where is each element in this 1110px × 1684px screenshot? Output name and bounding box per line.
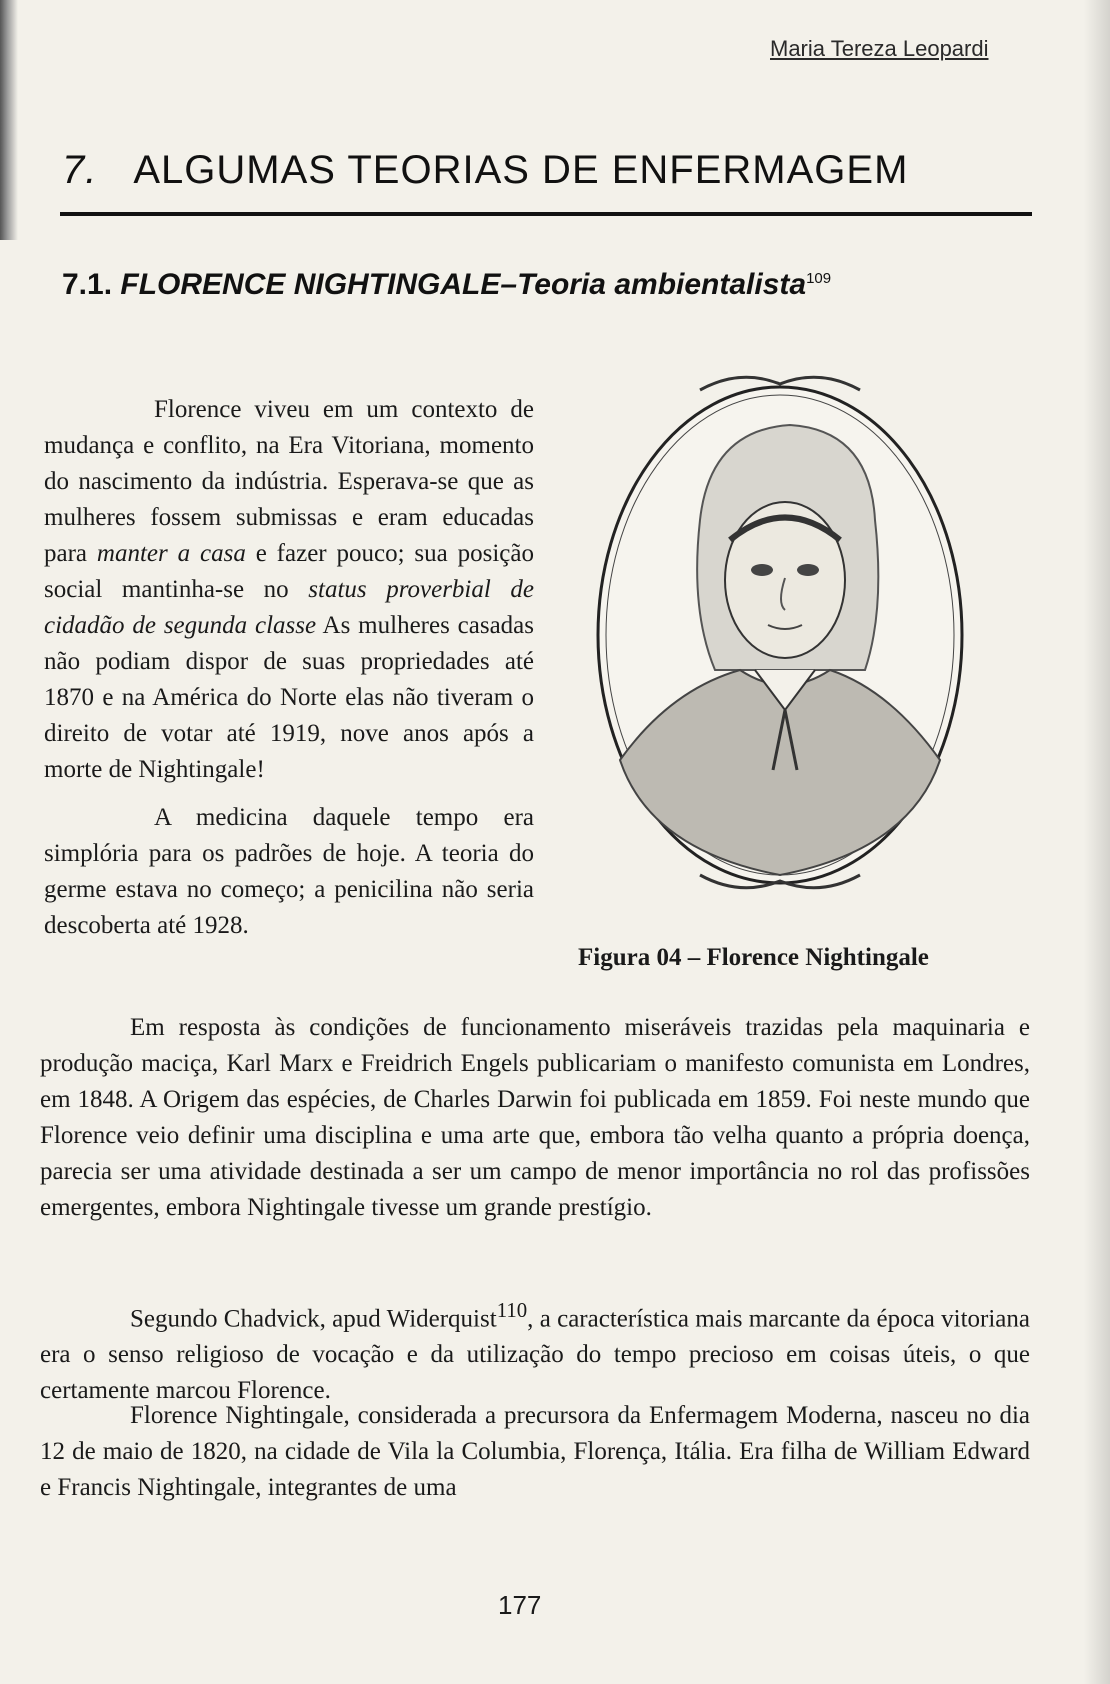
page-number: 177 [498, 1590, 542, 1620]
running-header-author: Maria Tereza Leopardi [770, 36, 989, 61]
text-run: e fazer pouco; sua posição social mantinha-se no [44, 540, 534, 603]
footnote-ref: 110 [496, 1298, 528, 1322]
florence-nightingale-portrait [590, 370, 970, 900]
figure-caption: Figura 04 – Florence Nightingale [578, 944, 929, 971]
body-block-2 [40, 1292, 1030, 1409]
body-block-3 [40, 1398, 1030, 1506]
section-number: 7.1. [62, 268, 113, 301]
section-dash: – [500, 268, 518, 301]
footnote-ref: 109 [806, 270, 832, 287]
scan-edge-shadow [0, 0, 18, 240]
section-subtitle: Teoria ambientalista [517, 268, 807, 301]
section-heading [62, 268, 831, 302]
chapter-number: 7. [62, 148, 98, 192]
chapter-heading [62, 148, 908, 193]
section-name: FLORENCE NIGHTINGALE [120, 268, 501, 301]
paragraph: Em resposta às condições de funcionamento miseráveis trazidas pela maquinaria e produção maciça, Karl Marx e Freidrich Engels publicariam o manifesto comunista em Londres, em 1848. A Origem das espécies, de Charles Darwin foi publicada em 1859. Foi neste mundo que Florence veio definir uma disciplina e uma arte que, embora tão velha quanto a própria doença, parecia ser uma atividade destinada a ser um campo de menor importância no rol das profissões emergentes, embora Nightingale tivesse um grande prestígio. [40, 1014, 1030, 1221]
emphasis: manter a casa [96, 540, 246, 567]
text-run: As mulheres casadas não podiam dispor de suas propriedades até 1870 e na América do Norte elas não tiveram o direito de votar até 1919, nove anos após a morte de Nightingale! [44, 612, 535, 783]
paragraph [40, 1292, 1030, 1409]
chapter-underline [60, 212, 1032, 216]
paragraph: Florence Nightingale, considerada a precursora da Enfermagem Moderna, nasceu no dia 12 de maio de 1820, na cidade de Vila la Columbia, Florença, Itália. Era filha de William Edward e Francis Nightingale, integrantes de uma [40, 1402, 1030, 1501]
left-text-column [44, 392, 534, 944]
emphasis: status proverbial de cidadão de segunda classe [44, 576, 535, 639]
chapter-title: ALGUMAS TEORIAS DE ENFERMAGEM [133, 148, 909, 192]
paragraph: A medicina daquele tempo era simplória para os padrões de hoje. A teoria do germe estava no começo; a penicilina não seria descoberta até 1928. [44, 804, 534, 939]
text-run: Segundo Chadvick, apud Widerquist [130, 1305, 497, 1333]
scan-edge-shadow-right [1084, 0, 1110, 1684]
text-run: , a característica mais marcante da época vitoriana era o senso religioso de vocação e da utilização do tempo precioso em coisas úteis, o que certamente marcou Florence. [40, 1305, 1030, 1405]
paragraph [44, 392, 534, 788]
text-run: Florence viveu em um contexto de mudança e conflito, na Era Vitoriana, momento do nascimento da indústria. Esperava-se que as mulheres fossem submissas e eram educadas para [44, 396, 534, 567]
body-block-1 [40, 1010, 1030, 1226]
